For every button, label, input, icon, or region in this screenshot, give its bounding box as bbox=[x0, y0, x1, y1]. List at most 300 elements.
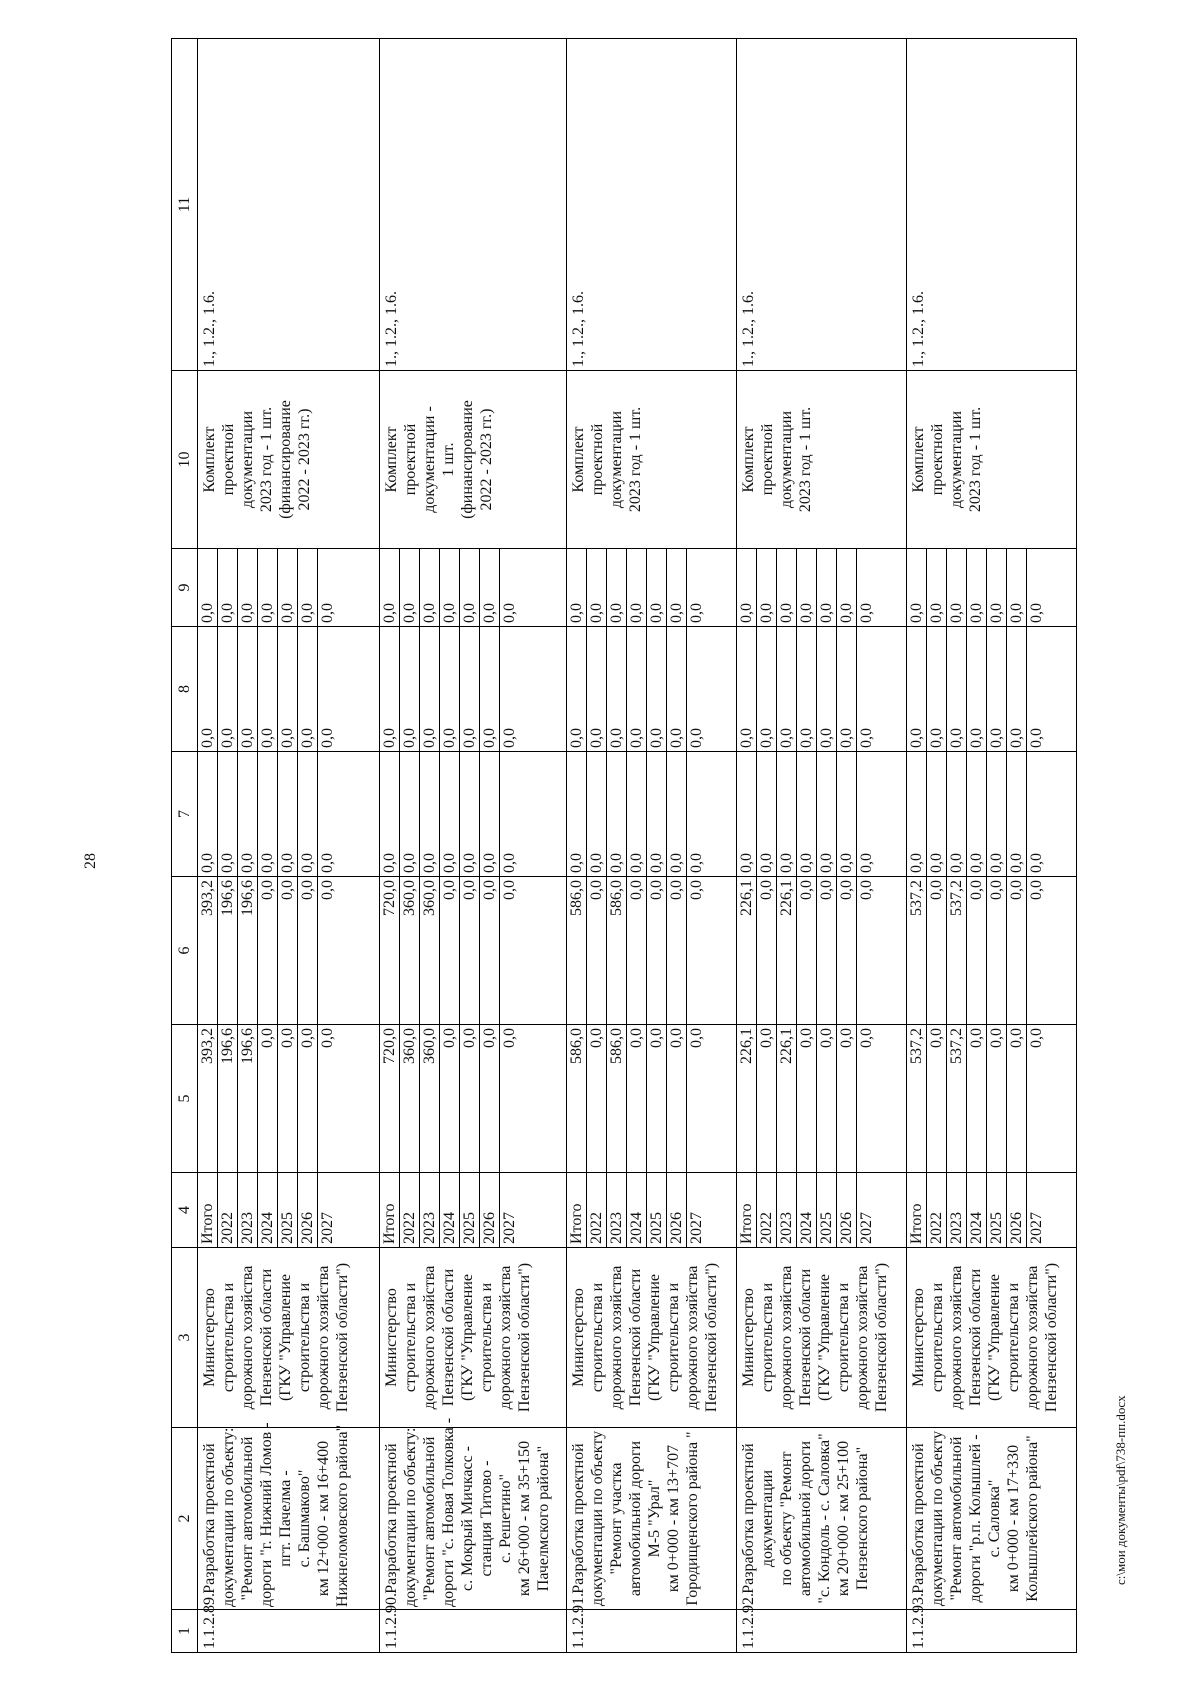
column-6-values-value: 0,0 bbox=[797, 877, 817, 1024]
responsible-executor-line: Пензенской области") bbox=[1043, 1262, 1060, 1413]
column-7-values-value: 0,0 bbox=[927, 752, 947, 876]
column-9-values-value: 0,0 bbox=[647, 549, 667, 626]
column-5-values-value: 537,2 bbox=[947, 1025, 967, 1172]
column-8-values-value: 0,0 bbox=[278, 627, 298, 751]
column-5-values-value: 0,0 bbox=[501, 1028, 518, 1048]
responsible-executor-line: строительства и bbox=[589, 1282, 606, 1393]
responsible-executor-line: строительства и bbox=[759, 1282, 776, 1393]
expected-result-line: (финансирование bbox=[277, 400, 294, 519]
year-list-value: 2022 bbox=[400, 1173, 420, 1247]
measure-name-line: км 26+000 - км 35+150 bbox=[516, 1440, 533, 1597]
column-8-values-value: 0,0 bbox=[380, 627, 400, 751]
column-9-values-value: 0,0 bbox=[627, 549, 647, 626]
year-list-value: 2024 bbox=[797, 1173, 817, 1247]
column-5-values-value: 586,0 bbox=[607, 1025, 627, 1172]
responsible-executor-line: дорожного хозяйства bbox=[778, 1265, 795, 1410]
column-8-values-value: 0,0 bbox=[218, 627, 238, 751]
column-header: 2 bbox=[172, 1428, 198, 1610]
responsible-executor-line: строительства и bbox=[835, 1282, 852, 1393]
column-header: 7 bbox=[172, 752, 198, 877]
column-8-values-value: 0,0 bbox=[907, 627, 927, 751]
year-list-value: 2024 bbox=[627, 1173, 647, 1247]
measure-number: 1.1.2.93. bbox=[907, 1610, 1077, 1653]
table-row bbox=[907, 39, 1077, 1653]
year-list bbox=[198, 1173, 380, 1248]
column-7-values-value: 0,0 bbox=[400, 752, 420, 876]
column-6-values-value: 0,0 bbox=[501, 880, 518, 900]
column-9-values-value: 0,0 bbox=[1028, 603, 1045, 623]
responsible-executor-line: дорожного хозяйства bbox=[421, 1265, 438, 1410]
responsible-executor-line: Министерство bbox=[201, 1288, 218, 1387]
column-5-values-value: 0,0 bbox=[258, 1025, 278, 1172]
column-5-values bbox=[907, 1025, 1077, 1173]
column-7-values-value: 0,0 bbox=[797, 752, 817, 876]
column-6-values-value: 0,0 bbox=[278, 877, 298, 1024]
column-8-values-value: 0,0 bbox=[987, 627, 1007, 751]
column-6-values-value: 0,0 bbox=[688, 880, 705, 900]
column-9-values bbox=[380, 549, 567, 627]
column-7-values-value: 0,0 bbox=[278, 752, 298, 876]
column-9-values-value: 0,0 bbox=[777, 549, 797, 626]
column-9-values-value: 0,0 bbox=[460, 549, 480, 626]
year-list-value: 2027 bbox=[858, 1212, 875, 1244]
column-7-values-value: 0,0 bbox=[817, 752, 837, 876]
column-7-values-value: 0,0 bbox=[380, 752, 400, 876]
measure-name-line: км 0+000 - км 17+330 bbox=[1005, 1444, 1022, 1593]
column-8-values-value: 0,0 bbox=[817, 627, 837, 751]
column-6-values-value: 0,0 bbox=[627, 877, 647, 1024]
column-5-values bbox=[567, 1025, 737, 1173]
expected-result-line: документации - bbox=[421, 406, 438, 513]
column-6-values bbox=[380, 877, 567, 1025]
column-6-values bbox=[737, 877, 907, 1025]
measure-name-line: Разработка проектной bbox=[383, 1443, 400, 1594]
column-9-values-value: 0,0 bbox=[480, 549, 500, 626]
year-list-value: 2025 bbox=[460, 1173, 480, 1247]
column-8-values bbox=[198, 627, 380, 752]
expected-result bbox=[198, 371, 380, 549]
column-header: 4 bbox=[172, 1173, 198, 1248]
column-9-values-value: 0,0 bbox=[238, 549, 258, 626]
year-list-value: 2026 bbox=[1007, 1173, 1027, 1247]
responsible-executor-line: Пензенской области") bbox=[334, 1262, 351, 1413]
column-5-values-value: 196,6 bbox=[218, 1025, 238, 1172]
responsible-executor-line: (ГКУ "Управление bbox=[646, 1273, 663, 1402]
column-9-values-value: 0,0 bbox=[607, 549, 627, 626]
column-7-values bbox=[907, 752, 1077, 877]
column-7-values-value: 0,0 bbox=[987, 752, 1007, 876]
column-6-values-value: 0,0 bbox=[987, 877, 1007, 1024]
footer-file-path: c:\мои документы\pdf\738-пп.docx bbox=[1113, 1395, 1128, 1585]
column-5-values bbox=[737, 1025, 907, 1173]
column-5-values-value: 0,0 bbox=[587, 1025, 607, 1172]
column-9-values-value: 0,0 bbox=[927, 549, 947, 626]
column-9-values-value: 0,0 bbox=[688, 603, 705, 623]
column-8-values-value: 0,0 bbox=[501, 728, 518, 748]
column-8-values-value: 0,0 bbox=[757, 627, 777, 751]
column-7-values-value: 0,0 bbox=[607, 752, 627, 876]
measure-name-line: пгт. Пачелма - bbox=[277, 1470, 294, 1567]
responsible-executor-line: строительства и bbox=[402, 1282, 419, 1393]
column-5-values-value: 0,0 bbox=[298, 1025, 318, 1172]
column-6-values-value: 196,6 bbox=[218, 877, 238, 1024]
year-list-value: 2024 bbox=[440, 1173, 460, 1247]
column-9-values-value: 0,0 bbox=[667, 549, 687, 626]
column-9-values-value: 0,0 bbox=[757, 549, 777, 626]
column-8-values-value: 0,0 bbox=[607, 627, 627, 751]
responsible-executor-line: дорожного хозяйства bbox=[497, 1265, 514, 1410]
column-9-values-value: 0,0 bbox=[501, 603, 518, 623]
column-9-values-value: 0,0 bbox=[817, 549, 837, 626]
column-8-values-value: 0,0 bbox=[587, 627, 607, 751]
responsible-executor-line: Пензенской области bbox=[258, 1268, 275, 1407]
column-9-values-value: 0,0 bbox=[1007, 549, 1027, 626]
measure-number: 1.1.2.90. bbox=[380, 1610, 567, 1653]
year-list-value: Итого bbox=[380, 1173, 400, 1247]
indicator-links: 1., 1.2., 1.6. bbox=[907, 39, 1077, 371]
column-5-values-value: 537,2 bbox=[907, 1025, 927, 1172]
column-6-values bbox=[907, 877, 1077, 1025]
responsible-executor-line: Пензенской области bbox=[440, 1268, 457, 1407]
column-7-values-value: 0,0 bbox=[858, 853, 875, 873]
year-list-value: 2023 bbox=[238, 1173, 258, 1247]
expected-result-line: 2023 год - 1 шт. bbox=[258, 406, 275, 513]
column-6-values-value: 0,0 bbox=[1007, 877, 1027, 1024]
column-6-values-value: 0,0 bbox=[817, 877, 837, 1024]
column-8-values bbox=[907, 627, 1077, 752]
expected-result bbox=[380, 371, 567, 549]
column-7-values-value: 0,0 bbox=[967, 752, 987, 876]
expected-result-line: проектной bbox=[220, 423, 237, 496]
column-9-values-value: 0,0 bbox=[278, 549, 298, 626]
column-9-values bbox=[567, 549, 737, 627]
column-7-values-value: 0,0 bbox=[258, 752, 278, 876]
column-7-values bbox=[380, 752, 567, 877]
year-list bbox=[380, 1173, 567, 1248]
measure-name-line: Городищенского района " bbox=[684, 1431, 701, 1606]
column-7-values-value: 0,0 bbox=[667, 752, 687, 876]
expected-result bbox=[567, 371, 737, 549]
measure-name-line: Нижнеломовского района" bbox=[334, 1424, 351, 1607]
measure-name bbox=[907, 1428, 1077, 1610]
responsible-executor-line: Пензенской области") bbox=[516, 1262, 533, 1413]
measure-name-line: документации по объекту: bbox=[402, 1427, 419, 1607]
year-list bbox=[567, 1173, 737, 1248]
measure-name-line: документации по объекту: bbox=[220, 1427, 237, 1607]
column-9-values-value: 0,0 bbox=[319, 603, 336, 623]
measure-name-line: М-5 "Урал" bbox=[646, 1479, 663, 1558]
column-5-values-value: 0,0 bbox=[858, 1028, 875, 1048]
expected-result-line: проектной bbox=[929, 423, 946, 496]
responsible-executor-line: дорожного хозяйства bbox=[315, 1265, 332, 1410]
year-list-value: 2022 bbox=[927, 1173, 947, 1247]
expected-result bbox=[737, 371, 907, 549]
column-6-values-value: 586,0 bbox=[607, 877, 627, 1024]
measure-name bbox=[380, 1417, 567, 1610]
expected-result-line: документации bbox=[778, 410, 795, 509]
column-6-values-value: 393,2 bbox=[198, 877, 218, 1024]
column-7-values-value: 0,0 bbox=[420, 752, 440, 876]
year-list-value: 2023 bbox=[420, 1173, 440, 1247]
responsible-executor-line: дорожного хозяйства bbox=[948, 1265, 965, 1410]
table-row bbox=[198, 39, 380, 1653]
measure-number: 1.1.2.91. bbox=[567, 1610, 737, 1653]
column-5-values-value: 0,0 bbox=[837, 1025, 857, 1172]
column-8-values-value: 0,0 bbox=[1007, 627, 1027, 751]
column-9-values bbox=[198, 549, 380, 627]
column-7-values bbox=[198, 752, 380, 877]
year-list bbox=[737, 1173, 907, 1248]
measure-name-line: км 0+000 - км 13+707 bbox=[665, 1444, 682, 1593]
measure-name-line: Разработка проектной bbox=[740, 1443, 757, 1594]
column-9-values-value: 0,0 bbox=[198, 549, 218, 626]
expected-result-line: (финансирование bbox=[459, 400, 476, 519]
column-9-values-value: 0,0 bbox=[947, 549, 967, 626]
measure-name-line: Колышлейского района" bbox=[1024, 1435, 1041, 1602]
responsible-executor bbox=[198, 1248, 380, 1428]
measure-name bbox=[567, 1428, 737, 1610]
measure-name-line: "Ремонт автомобильной bbox=[421, 1436, 438, 1601]
year-list-value: 2022 bbox=[757, 1173, 777, 1247]
column-7-values-value: 0,0 bbox=[298, 752, 318, 876]
column-9-values-value: 0,0 bbox=[587, 549, 607, 626]
year-list-value: 2027 bbox=[319, 1212, 336, 1244]
column-5-values-value: 0,0 bbox=[1007, 1025, 1027, 1172]
column-8-values bbox=[737, 627, 907, 752]
measure-name-line: км 12+000 - км 16+400 bbox=[315, 1440, 332, 1597]
column-9-values-value: 0,0 bbox=[907, 549, 927, 626]
column-8-values-value: 0,0 bbox=[737, 627, 757, 751]
expected-result-line: Комплект bbox=[740, 426, 757, 493]
column-6-values-value: 0,0 bbox=[837, 877, 857, 1024]
column-5-values-value: 0,0 bbox=[460, 1025, 480, 1172]
column-9-values-value: 0,0 bbox=[440, 549, 460, 626]
expected-result-line: Комплект bbox=[570, 426, 587, 493]
column-6-values-value: 0,0 bbox=[927, 877, 947, 1024]
column-9-values-value: 0,0 bbox=[797, 549, 817, 626]
responsible-executor-line: дорожного хозяйства bbox=[1024, 1265, 1041, 1410]
year-list-value: 2024 bbox=[967, 1173, 987, 1247]
column-7-values-value: 0,0 bbox=[837, 752, 857, 876]
indicator-links: 1., 1.2., 1.6. bbox=[567, 39, 737, 371]
responsible-executor bbox=[567, 1248, 737, 1428]
measure-name-line: "с. Кондоль - с. Саловка" bbox=[816, 1433, 833, 1604]
column-6-values-value: 226,1 bbox=[777, 877, 797, 1024]
column-9-values-value: 0,0 bbox=[218, 549, 238, 626]
column-5-values-value: 0,0 bbox=[967, 1025, 987, 1172]
column-9-values-value: 0,0 bbox=[737, 549, 757, 626]
column-7-values-value: 0,0 bbox=[460, 752, 480, 876]
column-5-values bbox=[380, 1025, 567, 1173]
column-5-values-value: 226,1 bbox=[737, 1025, 757, 1172]
column-5-values-value: 0,0 bbox=[797, 1025, 817, 1172]
year-list-value: 2024 bbox=[258, 1173, 278, 1247]
column-8-values-value: 0,0 bbox=[460, 627, 480, 751]
column-6-values-value: 0,0 bbox=[967, 877, 987, 1024]
measure-name-line: с. Саловка" bbox=[986, 1479, 1003, 1558]
column-9-values bbox=[907, 549, 1077, 627]
measure-name-line: дороги "г. Нижний Ломов - bbox=[258, 1422, 275, 1607]
measure-name-line: Пачелмского района" bbox=[535, 1445, 552, 1592]
responsible-executor-line: Министерство bbox=[910, 1288, 927, 1387]
column-8-values-value: 0,0 bbox=[797, 627, 817, 751]
responsible-executor-line: строительства и bbox=[220, 1282, 237, 1393]
column-5-values-value: 360,0 bbox=[420, 1025, 440, 1172]
year-list-value: Итого bbox=[567, 1173, 587, 1247]
indicator-links: 1., 1.2., 1.6. bbox=[198, 39, 380, 371]
measure-number: 1.1.2.92. bbox=[737, 1610, 907, 1653]
responsible-executor-line: (ГКУ "Управление bbox=[277, 1273, 294, 1402]
column-6-values-value: 0,0 bbox=[667, 877, 687, 1024]
column-8-values-value: 0,0 bbox=[947, 627, 967, 751]
indicator-links: 1., 1.2., 1.6. bbox=[380, 39, 567, 371]
column-7-values-value: 0,0 bbox=[319, 853, 336, 873]
page-number: 28 bbox=[82, 853, 99, 869]
expected-result-line: проектной bbox=[589, 423, 606, 496]
responsible-executor-line: строительства и bbox=[296, 1282, 313, 1393]
column-6-values-value: 0,0 bbox=[460, 877, 480, 1024]
column-7-values bbox=[567, 752, 737, 877]
column-header: 9 bbox=[172, 549, 198, 627]
column-5-values-value: 393,2 bbox=[198, 1025, 218, 1172]
column-5-values-value: 0,0 bbox=[627, 1025, 647, 1172]
column-8-values-value: 0,0 bbox=[837, 627, 857, 751]
column-8-values-value: 0,0 bbox=[667, 627, 687, 751]
responsible-executor-line: дорожного хозяйства bbox=[608, 1265, 625, 1410]
column-6-values-value: 537,2 bbox=[907, 877, 927, 1024]
column-7-values-value: 0,0 bbox=[947, 752, 967, 876]
column-8-values-value: 0,0 bbox=[298, 627, 318, 751]
column-5-values-value: 0,0 bbox=[647, 1025, 667, 1172]
measure-name-line: "Ремонт автомобильной bbox=[948, 1436, 965, 1601]
column-9-values-value: 0,0 bbox=[258, 549, 278, 626]
column-6-values bbox=[567, 877, 737, 1025]
column-8-values-value: 0,0 bbox=[319, 728, 336, 748]
year-list-value: 2023 bbox=[947, 1173, 967, 1247]
column-6-values-value: 0,0 bbox=[858, 880, 875, 900]
column-6-values-value: 226,1 bbox=[737, 877, 757, 1024]
column-6-values-value: 0,0 bbox=[298, 877, 318, 1024]
measure-name-line: Разработка проектной bbox=[201, 1443, 218, 1594]
rotated-page-content bbox=[171, 39, 1095, 1653]
measure-name-line: "Ремонт участка bbox=[608, 1462, 625, 1575]
expected-result-line: 2022 - 2023 гг.) bbox=[296, 408, 313, 511]
column-5-values-value: 0,0 bbox=[480, 1025, 500, 1172]
year-list-value: Итого bbox=[198, 1173, 218, 1247]
year-list-value: 2022 bbox=[587, 1173, 607, 1247]
column-5-values-value: 226,1 bbox=[777, 1025, 797, 1172]
measure-name bbox=[198, 1422, 380, 1610]
responsible-executor-line: Пензенской области bbox=[967, 1268, 984, 1407]
column-8-values-value: 0,0 bbox=[627, 627, 647, 751]
year-list-value: Итого bbox=[907, 1173, 927, 1247]
column-9-values-value: 0,0 bbox=[380, 549, 400, 626]
column-9-values-value: 0,0 bbox=[420, 549, 440, 626]
expected-result-line: проектной bbox=[402, 423, 419, 496]
responsible-executor bbox=[907, 1248, 1077, 1428]
column-8-values-value: 0,0 bbox=[440, 627, 460, 751]
column-6-values-value: 0,0 bbox=[258, 877, 278, 1024]
measure-name-line: документации по объекту bbox=[929, 1430, 946, 1607]
measure-name-line: станция Титово - bbox=[478, 1460, 495, 1577]
column-6-values-value: 0,0 bbox=[757, 877, 777, 1024]
column-5-values-value: 0,0 bbox=[927, 1025, 947, 1172]
responsible-executor-line: Пензенской области") bbox=[873, 1262, 890, 1413]
column-6-values-value: 360,0 bbox=[400, 877, 420, 1024]
column-9-values bbox=[737, 549, 907, 627]
table-row bbox=[737, 39, 907, 1653]
column-8-values-value: 0,0 bbox=[858, 728, 875, 748]
column-8-values-value: 0,0 bbox=[258, 627, 278, 751]
expected-result-line: документации bbox=[239, 410, 256, 509]
year-list-value: 2023 bbox=[607, 1173, 627, 1247]
measure-name-line: Разработка проектной bbox=[570, 1443, 587, 1594]
year-list-value: 2025 bbox=[647, 1173, 667, 1247]
expected-result-line: Комплект bbox=[201, 426, 218, 493]
year-list-value: 2027 bbox=[1028, 1212, 1045, 1244]
column-6-values-value: 360,0 bbox=[420, 877, 440, 1024]
column-7-values-value: 0,0 bbox=[238, 752, 258, 876]
year-list-value: 2025 bbox=[817, 1173, 837, 1247]
column-9-values-value: 0,0 bbox=[837, 549, 857, 626]
column-7-values-value: 0,0 bbox=[627, 752, 647, 876]
column-8-values-value: 0,0 bbox=[967, 627, 987, 751]
column-6-values-value: 0,0 bbox=[440, 877, 460, 1024]
column-5-values-value: 0,0 bbox=[688, 1028, 705, 1048]
measure-name-line: по объекту "Ремонт bbox=[778, 1451, 795, 1586]
column-8-values bbox=[567, 627, 737, 752]
responsible-executor bbox=[737, 1248, 907, 1428]
column-7-values-value: 0,0 bbox=[587, 752, 607, 876]
column-5-values-value: 0,0 bbox=[319, 1028, 336, 1048]
column-8-values-value: 0,0 bbox=[1028, 728, 1045, 748]
column-6-values-value: 720,0 bbox=[380, 877, 400, 1024]
column-header: 1 bbox=[172, 1610, 198, 1653]
year-list-value: 2026 bbox=[667, 1173, 687, 1247]
column-header: 6 bbox=[172, 877, 198, 1025]
year-list-value: 2025 bbox=[987, 1173, 1007, 1247]
year-list-value: 2025 bbox=[278, 1173, 298, 1247]
column-7-values-value: 0,0 bbox=[757, 752, 777, 876]
column-header: 3 bbox=[172, 1248, 198, 1428]
expected-result-line: 2022 - 2023 гг.) bbox=[478, 408, 495, 511]
column-6-values-value: 196,6 bbox=[238, 877, 258, 1024]
measure-name-line: документации bbox=[759, 1469, 776, 1568]
column-7-values-value: 0,0 bbox=[440, 752, 460, 876]
responsible-executor bbox=[380, 1248, 567, 1428]
column-9-values-value: 0,0 bbox=[298, 549, 318, 626]
measure-name-line: автомобильной дороги bbox=[797, 1440, 814, 1597]
column-7-values-value: 0,0 bbox=[218, 752, 238, 876]
column-5-values-value: 0,0 bbox=[1028, 1028, 1045, 1048]
column-9-values-value: 0,0 bbox=[987, 549, 1007, 626]
column-5-values-value: 0,0 bbox=[440, 1025, 460, 1172]
column-6-values-value: 537,2 bbox=[947, 877, 967, 1024]
column-8-values-value: 0,0 bbox=[400, 627, 420, 751]
responsible-executor-line: строительства и bbox=[478, 1282, 495, 1393]
header-row bbox=[172, 39, 198, 1653]
responsible-executor-line: (ГКУ "Управление bbox=[816, 1273, 833, 1402]
indicator-links: 1., 1.2., 1.6. bbox=[737, 39, 907, 371]
column-6-values-value: 0,0 bbox=[480, 877, 500, 1024]
year-list-value: 2026 bbox=[298, 1173, 318, 1247]
year-list-value: Итого bbox=[737, 1173, 757, 1247]
column-6-values-value: 0,0 bbox=[319, 880, 336, 900]
expected-result-line: 2023 год - 1 шт. bbox=[627, 406, 644, 513]
year-list bbox=[907, 1173, 1077, 1248]
table-row bbox=[380, 39, 567, 1653]
expected-result-line: документации bbox=[948, 410, 965, 509]
